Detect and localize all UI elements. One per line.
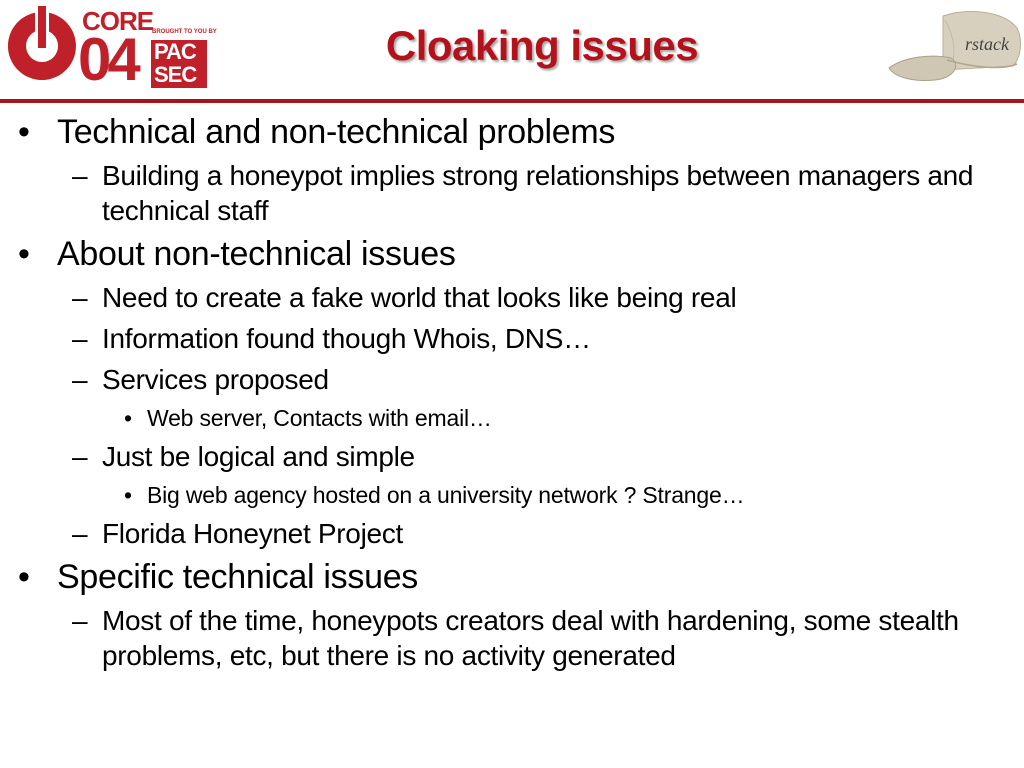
bullet-text: Technical and non-technical problems (57, 113, 616, 151)
bullet-dot-icon: • (18, 113, 30, 151)
sub-sub-bullet-text: Web server, Contacts with email… (147, 405, 492, 431)
logo-number-text: 04 (78, 26, 137, 93)
rstack-cap-icon (885, 8, 1023, 88)
logo-core-text: CORE (82, 6, 154, 36)
sub-sub-bullet-text: Big web agency hosted on a university network ? Strange… (147, 482, 745, 508)
bullet-dot-icon: • (124, 405, 132, 431)
sub-bullet-item (0, 516, 1024, 551)
logo-brought-text: BROUGHT TO YOU BY (152, 29, 217, 35)
sub-bullet-item (0, 362, 1024, 397)
bullet-dot-icon: • (18, 558, 30, 596)
cap-text: rstack (965, 34, 1009, 54)
slide-title: Cloaking issues (385, 22, 699, 69)
sub-sub-bullet-item (0, 480, 1024, 510)
dash-icon: – (72, 160, 88, 191)
logo-sec-text: SEC (154, 62, 197, 87)
bullet-text: Specific technical issues (57, 558, 419, 596)
bullet-text: About non-technical issues (57, 235, 456, 273)
dash-icon: – (72, 282, 88, 313)
sub-bullet-text: Building a honeypot implies strong relationships between managers and technical staff (102, 160, 974, 226)
bullet-item (0, 112, 1024, 152)
sub-sub-bullet-item (0, 403, 1024, 433)
dash-icon: – (72, 364, 88, 395)
logo-pac-text: PAC (154, 39, 196, 64)
header-divider (0, 99, 1024, 103)
sub-bullet-text: Need to create a fake world that looks like being real (102, 282, 737, 313)
slide-body (0, 112, 1024, 673)
sub-bullet-text: Services proposed (102, 364, 329, 395)
sub-bullet-text: Information found though Whois, DNS… (102, 323, 591, 354)
sub-bullet-item (0, 439, 1024, 474)
sub-bullet-item (0, 280, 1024, 315)
sub-bullet-item (0, 321, 1024, 356)
dash-icon: – (72, 518, 88, 549)
slide-header (0, 0, 1024, 100)
dash-icon: – (72, 323, 88, 354)
dash-icon: – (72, 605, 88, 636)
bullet-dot-icon: • (18, 235, 30, 273)
sub-bullet-text: Most of the time, honeypots creators deal with hardening, some stealth problems, etc, but there is no activity generated (102, 605, 959, 671)
bullet-item (0, 234, 1024, 274)
bullet-dot-icon: • (124, 482, 132, 508)
sub-bullet-text: Florida Honeynet Project (102, 518, 403, 549)
bullet-item (0, 557, 1024, 597)
dash-icon: – (72, 441, 88, 472)
sub-bullet-text: Just be logical and simple (102, 441, 415, 472)
sub-bullet-item (0, 158, 1024, 228)
sub-bullet-item (0, 603, 1024, 673)
